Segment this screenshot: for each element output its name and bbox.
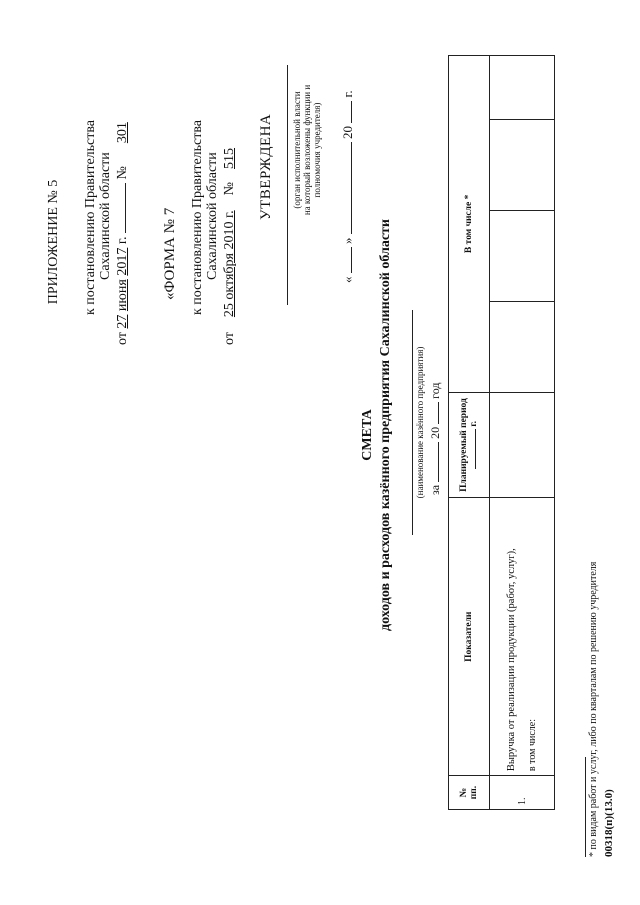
row-num: 1. <box>490 776 555 810</box>
name-line <box>412 310 413 535</box>
name-caption: (наименование казённого предприятия) <box>415 346 425 499</box>
footnote-text: * по видам работ и услуг, либо по кварталам по решению учредителя <box>588 561 599 857</box>
header-indicators: Показатели <box>449 498 490 776</box>
approval-date: « » 20 г. <box>340 90 355 283</box>
estimate-table <box>448 55 555 810</box>
header-num: № пп. <box>449 776 490 810</box>
cell-including-1 <box>490 301 555 392</box>
document-subtitle: доходов и расходов казённого предприятия Сахалинской области <box>378 219 393 632</box>
header-planned: Планируемый период г. <box>449 392 490 498</box>
form-title: «ФОРМА № 7 <box>162 207 178 300</box>
header-including: В том числе * <box>449 56 490 393</box>
appendix-date: от 27 июня 2017 г. № 301 <box>115 122 130 345</box>
form-line2: Сахалинской области <box>205 152 220 280</box>
row-indicator-sub: в том числе: <box>527 719 538 772</box>
cell-planned <box>490 392 555 498</box>
table-header-row <box>449 56 490 810</box>
cell-including-3 <box>490 119 555 210</box>
period-line: за 20 год <box>428 382 442 495</box>
row-indicator-text: Выручка от реализации продукции (работ, услуг), <box>506 548 517 772</box>
form-line1: к постановлению Правительства <box>190 119 205 315</box>
approval-title: УТВЕРЖДЕНА <box>258 113 274 220</box>
appendix-title: ПРИЛОЖЕНИЕ № 5 <box>46 179 61 305</box>
approval-note-3: полномочия учредителя) <box>312 102 322 198</box>
document-code: 00318(п)(13.0) <box>603 789 615 857</box>
cell-including-2 <box>490 210 555 301</box>
row-indicator <box>490 498 555 776</box>
approval-note-1: (орган исполнительной власти <box>292 91 302 209</box>
appendix-line1: к постановлению Правительства <box>83 119 98 315</box>
table-row <box>490 56 555 810</box>
cell-including-4 <box>490 56 555 120</box>
footnote-divider <box>585 757 586 857</box>
document-title: СМЕТА <box>360 409 375 461</box>
form-date: от 25 октября 2010 г. № 515 <box>222 147 237 345</box>
approval-note-2: на который возложены функции и <box>302 84 312 216</box>
appendix-line2: Сахалинской области <box>98 152 113 280</box>
approval-line <box>287 65 288 305</box>
